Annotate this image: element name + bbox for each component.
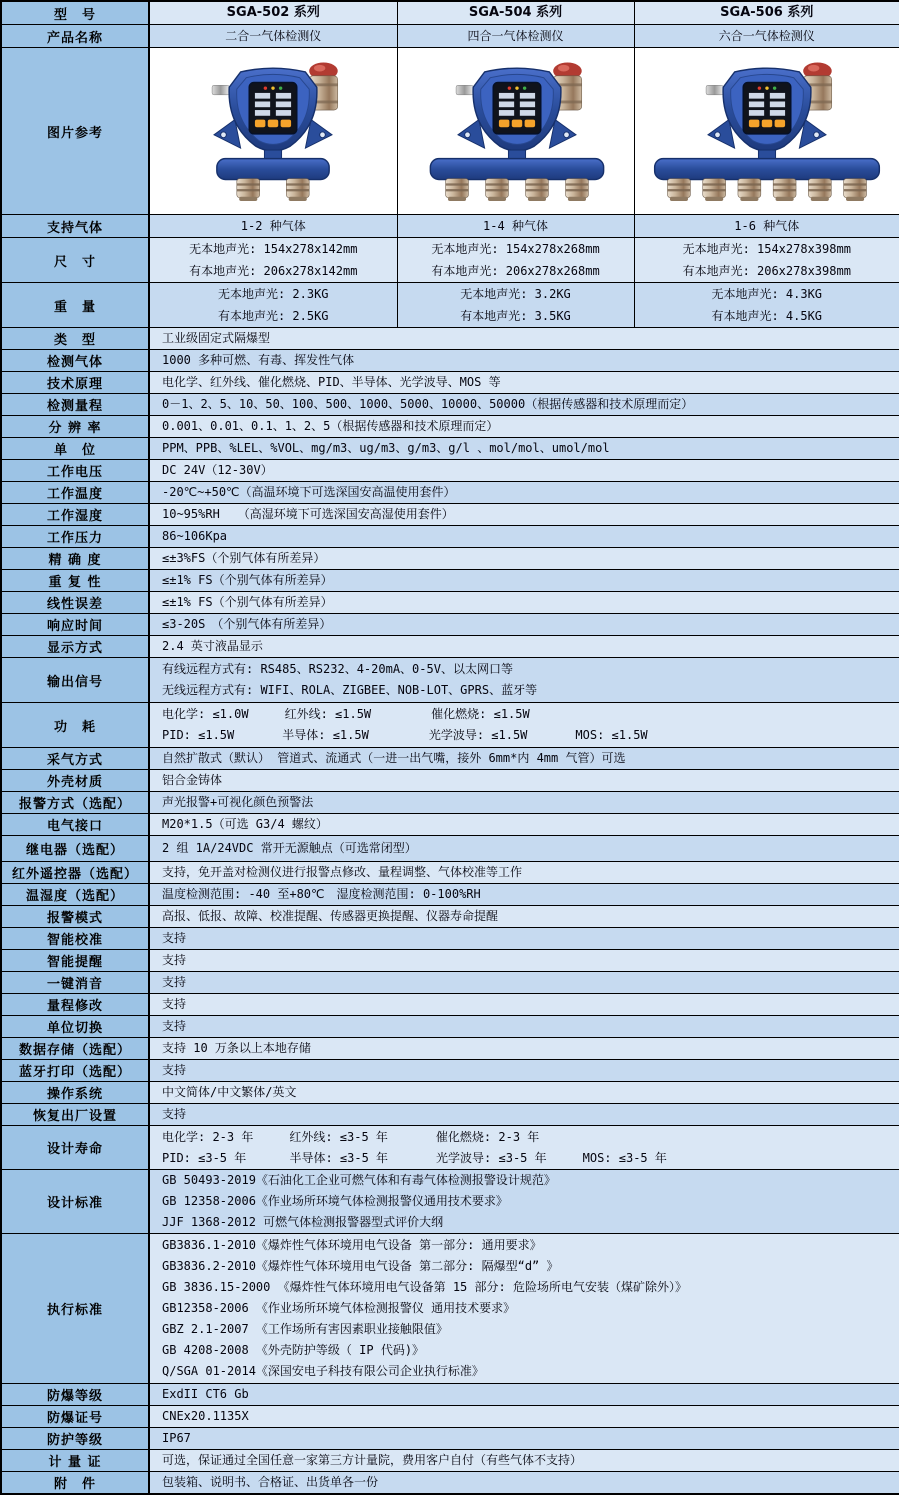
row-value — [149, 438, 899, 460]
value-line: 支持，免开盖对检测仪进行报警点修改、量程调整、气体校准等工作 — [162, 862, 899, 883]
row-label: 设计标准 — [1, 1170, 149, 1234]
row-label: 重 量 — [1, 283, 149, 328]
row-label: 工作电压 — [1, 460, 149, 482]
row-value — [149, 416, 899, 438]
table-row — [1, 972, 899, 994]
row-label: 检测气体 — [1, 350, 149, 372]
table-row — [1, 658, 899, 703]
row-value — [149, 862, 899, 884]
row-value — [149, 394, 899, 416]
value-line: ≤±3%FS（个别气体有所差异） — [162, 548, 899, 569]
value-cell — [634, 238, 899, 283]
row-value — [149, 836, 899, 862]
row-label: 工作湿度 — [1, 504, 149, 526]
product-image — [634, 48, 899, 215]
value-line: 无本地声光: 154x278x142mm — [150, 238, 397, 260]
table-row — [1, 703, 899, 748]
value-line: JJF 1368-2012 可燃气体检测报警器型式评价大纲 — [162, 1212, 899, 1233]
value-line: 无本地声光: 3.2KG — [398, 283, 634, 305]
row-value — [149, 1428, 899, 1450]
value-line: GB 3836.15-2000 《爆炸性气体环境用电气设备第 15 部分: 危险场所电气安装（煤矿除外）》 — [162, 1277, 899, 1298]
table-row — [1, 1234, 899, 1384]
row-label: 外壳材质 — [1, 770, 149, 792]
row-label: 图片参考 — [1, 48, 149, 215]
value-line: 支持 — [162, 1104, 899, 1125]
value-line: 有本地声光: 206x278x142mm — [150, 260, 397, 282]
row-label: 单位切换 — [1, 1016, 149, 1038]
value-line: 有本地声光: 206x278x268mm — [398, 260, 634, 282]
row-label: 支持气体 — [1, 215, 149, 238]
table-row — [1, 25, 899, 48]
table-row — [1, 570, 899, 592]
value-cell — [397, 25, 634, 48]
value-line: 1000 多种可燃、有毒、挥发性气体 — [162, 350, 899, 371]
value-line: 二合一气体检测仪 — [150, 25, 397, 47]
table-row — [1, 394, 899, 416]
table-row — [1, 1126, 899, 1170]
value-cell — [397, 283, 634, 328]
value-line: M20*1.5（可选 G3/4 螺纹） — [162, 814, 899, 835]
value-line: 电化学: 2-3 年 红外线: ≤3-5 年 催化燃烧: 2-3 年 — [162, 1127, 899, 1148]
spec-table-body — [1, 1, 899, 1494]
row-label: 单 位 — [1, 438, 149, 460]
row-label: 一键消音 — [1, 972, 149, 994]
row-label: 温湿度（选配） — [1, 884, 149, 906]
table-row — [1, 1082, 899, 1104]
product-image — [149, 48, 397, 215]
row-value — [149, 1038, 899, 1060]
row-label: 采气方式 — [1, 748, 149, 770]
row-value — [149, 1104, 899, 1126]
row-value — [149, 504, 899, 526]
table-row — [1, 215, 899, 238]
row-value — [149, 748, 899, 770]
row-value — [149, 350, 899, 372]
value-line: 0－1、2、5、10、50、100、500、1000、5000、10000、50000（根据传感器和技术原理而定） — [162, 394, 899, 415]
value-line: SGA-502 系列 — [150, 2, 397, 24]
value-line: ExdII CT6 Gb — [162, 1384, 899, 1405]
row-label: 防护等级 — [1, 1428, 149, 1450]
table-row — [1, 592, 899, 614]
value-line: 工业级固定式隔爆型 — [162, 328, 899, 349]
table-row — [1, 1038, 899, 1060]
row-label: 产品名称 — [1, 25, 149, 48]
gas-detector-illustration — [154, 55, 392, 207]
value-line: GB 50493-2019《石油化工企业可燃气体和有毒气体检测报警设计规范》 — [162, 1170, 899, 1191]
table-row — [1, 526, 899, 548]
value-line: ≤3-20S （个别气体有所差异） — [162, 614, 899, 635]
value-line: 包装箱、说明书、合格证、出货单各一份 — [162, 1472, 899, 1493]
row-value — [149, 770, 899, 792]
row-label: 附 件 — [1, 1472, 149, 1495]
row-label: 技术原理 — [1, 372, 149, 394]
row-label: 智能提醒 — [1, 950, 149, 972]
table-row — [1, 416, 899, 438]
value-line: 支持 — [162, 928, 899, 949]
value-line: 有本地声光: 2.5KG — [150, 305, 397, 327]
row-value — [149, 614, 899, 636]
row-label: 工作温度 — [1, 482, 149, 504]
table-row — [1, 1016, 899, 1038]
value-line: 声光报警+可视化颜色预警法 — [162, 792, 899, 813]
table-row — [1, 994, 899, 1016]
row-label: 精 确 度 — [1, 548, 149, 570]
gas-detector-illustration — [398, 55, 635, 207]
value-line: 有本地声光: 3.5KG — [398, 305, 634, 327]
model-header-cell — [149, 1, 397, 25]
table-row — [1, 950, 899, 972]
value-line: ≤±1% FS（个别气体有所差异） — [162, 570, 899, 591]
value-cell — [397, 215, 634, 238]
table-row — [1, 906, 899, 928]
value-line: 无本地声光: 154x278x268mm — [398, 238, 634, 260]
table-row — [1, 548, 899, 570]
table-row — [1, 836, 899, 862]
value-line: 支持 — [162, 1060, 899, 1081]
table-row — [1, 1, 899, 25]
value-cell — [634, 215, 899, 238]
value-line: 四合一气体检测仪 — [398, 25, 634, 47]
value-cell — [634, 283, 899, 328]
value-line: 支持 — [162, 1016, 899, 1037]
row-label: 报警模式 — [1, 906, 149, 928]
value-line: SGA-506 系列 — [635, 2, 899, 24]
row-label: 量程修改 — [1, 994, 149, 1016]
value-line: GB3836.2-2010《爆炸性气体环境用电气设备 第二部分: 隔爆型“d” 》 — [162, 1256, 899, 1277]
row-value — [149, 636, 899, 658]
gas-detector-illustration — [648, 55, 886, 207]
table-row — [1, 1384, 899, 1406]
value-line: -20℃~+50℃（高温环境下可选深国安高温使用套件） — [162, 482, 899, 503]
value-line: 1-6 种气体 — [635, 215, 899, 237]
row-label: 恢复出厂设置 — [1, 1104, 149, 1126]
value-line: 六合一气体检测仪 — [635, 25, 899, 47]
table-row — [1, 238, 899, 283]
table-row — [1, 328, 899, 350]
row-label: 重 复 性 — [1, 570, 149, 592]
row-label: 检测量程 — [1, 394, 149, 416]
model-header-cell — [397, 1, 634, 25]
table-row — [1, 748, 899, 770]
table-row — [1, 884, 899, 906]
value-cell — [149, 25, 397, 48]
table-row — [1, 792, 899, 814]
row-label: 响应时间 — [1, 614, 149, 636]
value-line: PID: ≤1.5W 半导体: ≤1.5W 光学波导: ≤1.5W MOS: ≤1.5W — [162, 725, 899, 746]
value-line: 无线远程方式有: WIFI、ROLA、ZIGBEE、NOB-LOT、GPRS、蓝牙等 — [162, 680, 899, 701]
row-label: 蓝牙打印（选配） — [1, 1060, 149, 1082]
table-row — [1, 460, 899, 482]
value-line: 86~106Kpa — [162, 526, 899, 547]
table-row — [1, 1428, 899, 1450]
value-cell — [149, 215, 397, 238]
table-row — [1, 283, 899, 328]
row-label: 计 量 证 — [1, 1450, 149, 1472]
row-value — [149, 1406, 899, 1428]
row-value — [149, 1384, 899, 1406]
row-value — [149, 592, 899, 614]
value-line: SGA-504 系列 — [398, 2, 634, 24]
table-row — [1, 1060, 899, 1082]
value-line: GBZ 2.1-2007 《工作场所有害因素职业接触限值》 — [162, 1319, 899, 1340]
value-line: 有线远程方式有: RS485、RS232、4-20mA、0-5V、以太网口等 — [162, 659, 899, 680]
value-line: 1-4 种气体 — [398, 215, 634, 237]
table-row — [1, 1104, 899, 1126]
table-row — [1, 48, 899, 215]
table-row — [1, 636, 899, 658]
value-line: PPM、PPB、%LEL、%VOL、mg/m3、ug/m3、g/m3、g/l 、mol/mol、umol/mol — [162, 438, 899, 459]
row-value — [149, 814, 899, 836]
value-line: CNEx20.1135X — [162, 1406, 899, 1427]
value-cell — [634, 25, 899, 48]
table-row — [1, 482, 899, 504]
row-value — [149, 570, 899, 592]
value-line: GB 12358-2006《作业场所环境气体检测报警仪通用技术要求》 — [162, 1191, 899, 1212]
value-line: 有本地声光: 206x278x398mm — [635, 260, 899, 282]
value-line: 支持 10 万条以上本地存储 — [162, 1038, 899, 1059]
table-row — [1, 372, 899, 394]
row-label: 输出信号 — [1, 658, 149, 703]
row-value — [149, 482, 899, 504]
row-value — [149, 526, 899, 548]
value-line: 支持 — [162, 994, 899, 1015]
row-label: 分 辨 率 — [1, 416, 149, 438]
value-line: 支持 — [162, 950, 899, 971]
value-line: 温度检测范围: -40 至+80℃ 湿度检测范围: 0-100%RH — [162, 884, 899, 905]
value-line: 可选，保证通过全国任意一家第三方计量院，费用客户自付（有些气体不支持） — [162, 1450, 899, 1471]
row-label: 电气接口 — [1, 814, 149, 836]
row-value — [149, 928, 899, 950]
row-label: 报警方式（选配） — [1, 792, 149, 814]
row-value — [149, 1126, 899, 1170]
row-value — [149, 548, 899, 570]
row-value — [149, 994, 899, 1016]
table-row — [1, 814, 899, 836]
product-image — [397, 48, 634, 215]
row-label: 红外遥控器（选配） — [1, 862, 149, 884]
row-label: 型 号 — [1, 1, 149, 25]
row-value — [149, 906, 899, 928]
row-label: 显示方式 — [1, 636, 149, 658]
table-row — [1, 1450, 899, 1472]
value-line: PID: ≤3-5 年 半导体: ≤3-5 年 光学波导: ≤3-5 年 MOS: ≤3-5 年 — [162, 1148, 899, 1169]
table-row — [1, 770, 899, 792]
value-line: Q/SGA 01-2014《深国安电子科技有限公司企业执行标准》 — [162, 1361, 899, 1382]
row-value — [149, 372, 899, 394]
row-label: 继电器（选配） — [1, 836, 149, 862]
value-line: 无本地声光: 2.3KG — [150, 283, 397, 305]
row-value — [149, 658, 899, 703]
value-cell — [149, 283, 397, 328]
table-row — [1, 1472, 899, 1495]
row-label: 执行标准 — [1, 1234, 149, 1384]
row-value — [149, 1082, 899, 1104]
value-line: 无本地声光: 4.3KG — [635, 283, 899, 305]
table-row — [1, 504, 899, 526]
row-value — [149, 1170, 899, 1234]
row-label: 类 型 — [1, 328, 149, 350]
row-value — [149, 972, 899, 994]
row-value — [149, 1450, 899, 1472]
row-value — [149, 792, 899, 814]
value-line: GB 4208-2008 《外壳防护等级（ IP 代码)》 — [162, 1340, 899, 1361]
value-line: DC 24V（12-30V） — [162, 460, 899, 481]
row-label: 功 耗 — [1, 703, 149, 748]
row-value — [149, 1060, 899, 1082]
value-line: GB12358-2006 《作业场所环境气体检测报警仪 通用技术要求》 — [162, 1298, 899, 1319]
row-label: 工作压力 — [1, 526, 149, 548]
value-line: 10~95%RH （高湿环境下可选深国安高湿使用套件） — [162, 504, 899, 525]
value-line: 2.4 英寸液晶显示 — [162, 636, 899, 657]
row-value — [149, 1472, 899, 1495]
table-row — [1, 928, 899, 950]
value-cell — [149, 238, 397, 283]
row-label: 设计寿命 — [1, 1126, 149, 1170]
value-line: 0.001、0.01、0.1、1、2、5（根据传感器和技术原理而定） — [162, 416, 899, 437]
table-row — [1, 614, 899, 636]
table-row — [1, 350, 899, 372]
row-value — [149, 703, 899, 748]
row-label: 线性误差 — [1, 592, 149, 614]
row-value — [149, 328, 899, 350]
value-line: 自然扩散式（默认） 管道式、流通式（一进一出气嘴，接外 6mm*内 4mm 气管）可选 — [162, 748, 899, 769]
row-value — [149, 950, 899, 972]
value-cell — [397, 238, 634, 283]
table-row — [1, 1170, 899, 1234]
value-line: GB3836.1-2010《爆炸性气体环境用电气设备 第一部分: 通用要求》 — [162, 1235, 899, 1256]
table-row — [1, 1406, 899, 1428]
row-label: 数据存储（选配） — [1, 1038, 149, 1060]
value-line: 有本地声光: 4.5KG — [635, 305, 899, 327]
row-value — [149, 884, 899, 906]
value-line: 电化学: ≤1.0W 红外线: ≤1.5W 催化燃烧: ≤1.5W — [162, 704, 899, 725]
row-label: 防爆等级 — [1, 1384, 149, 1406]
table-row — [1, 438, 899, 460]
value-line: 铝合金铸体 — [162, 770, 899, 791]
row-value — [149, 1234, 899, 1384]
row-value — [149, 1016, 899, 1038]
value-line: 高报、低报、故障、校准提醒、传感器更换提醒、仪器寿命提醒 — [162, 906, 899, 927]
model-header-cell — [634, 1, 899, 25]
value-line: IP67 — [162, 1428, 899, 1449]
value-line: 无本地声光: 154x278x398mm — [635, 238, 899, 260]
value-line: 电化学、红外线、催化燃烧、PID、半导体、光学波导、MOS 等 — [162, 372, 899, 393]
row-label: 操作系统 — [1, 1082, 149, 1104]
value-line: 1-2 种气体 — [150, 215, 397, 237]
table-row — [1, 862, 899, 884]
row-label: 智能校准 — [1, 928, 149, 950]
row-label: 尺 寸 — [1, 238, 149, 283]
row-value — [149, 460, 899, 482]
row-label: 防爆证号 — [1, 1406, 149, 1428]
value-line: 支持 — [162, 972, 899, 993]
value-line: 中文简体/中文繁体/英文 — [162, 1082, 899, 1103]
value-line: 2 组 1A/24VDC 常开无源触点（可选常闭型） — [162, 838, 899, 859]
value-line: ≤±1% FS（个别气体有所差异） — [162, 592, 899, 613]
